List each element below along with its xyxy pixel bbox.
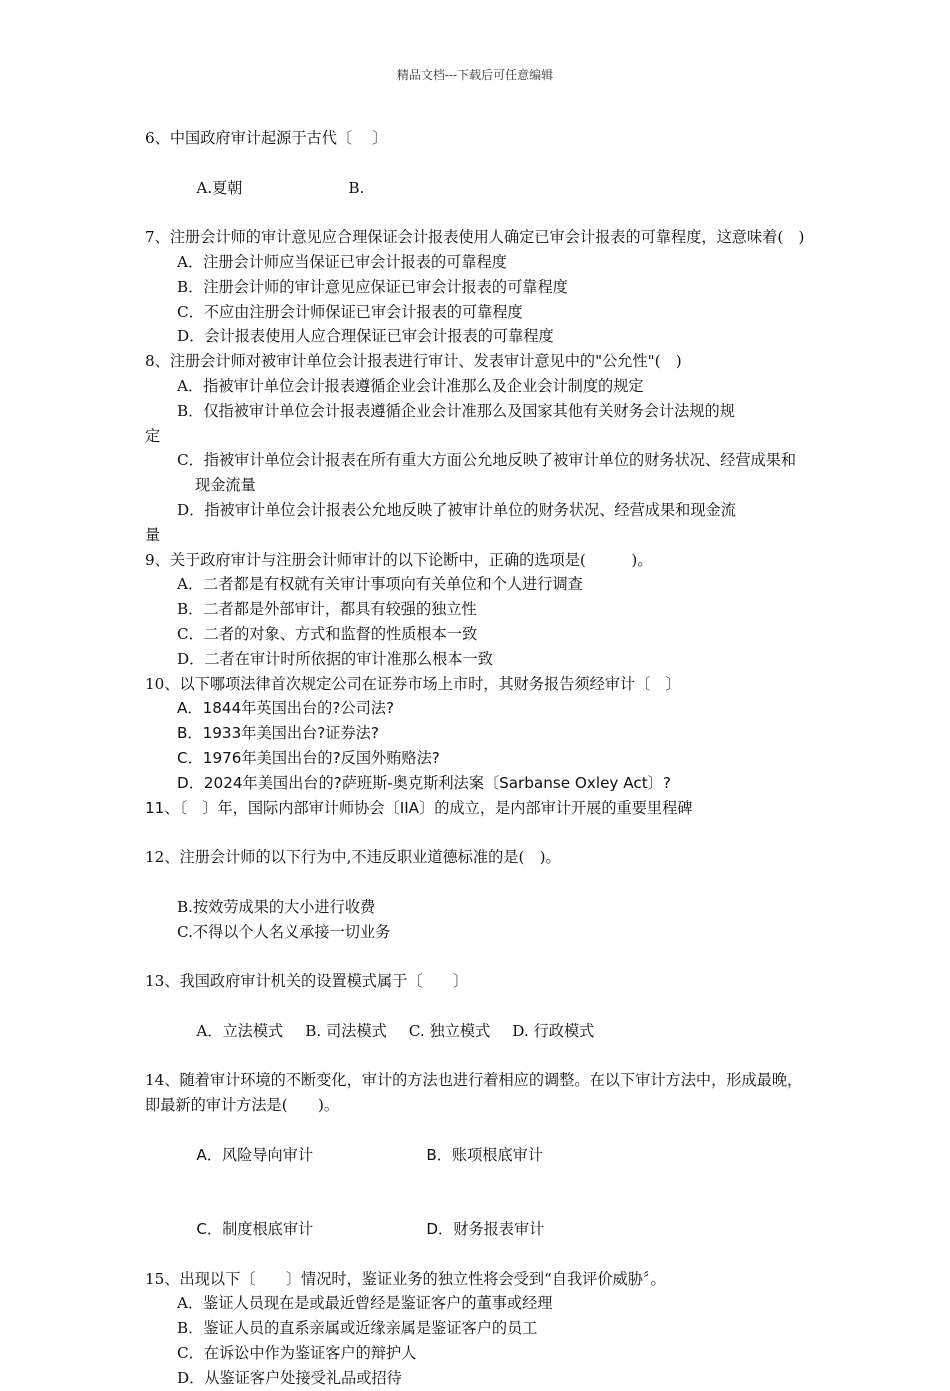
question-13-stem: 13、我国政府审计机关的设置模式属于〔 〕 <box>145 972 469 991</box>
option-b: B．注册会计师的审计意见应保证已审会计报表的可靠程度 <box>177 277 568 296</box>
option-a: A．注册会计师应当保证已审会计报表的可靠程度 <box>177 252 507 271</box>
option-b: B. <box>348 178 365 197</box>
option-d: D．指被审计单位会计报表公允地反映了被审计单位的财务状况、经营成果和现金流 <box>177 500 736 519</box>
option-c: C．指被审计单位会计报表在所有重大方面公允地反映了被审计单位的财务状况、经营成果和现金流量 <box>177 451 797 495</box>
question-8-stem: 8、注册会计师对被审计单位会计报表进行审计、发表审计意见中的"公允性"( ) <box>145 352 682 371</box>
spacer <box>145 944 810 969</box>
option-a: A．1844年英国出台的?公司法? <box>177 699 395 718</box>
option-a: A．风险导向审计 <box>196 1145 314 1164</box>
option-c: C.不得以个人名义承接一切业务 <box>177 922 391 941</box>
question-14-stem: 14、随着审计环境的不断变化，审计的方法也进行着相应的调整。在以下审计方法中，形成最晚，即最新的审计方法是( )。 <box>145 1071 803 1115</box>
question-14-options-row-2 <box>145 1192 810 1266</box>
option-b: B.按效劳成果的大小进行收费 <box>177 897 376 916</box>
option-b: B．1933年美国出台?证券法? <box>177 724 379 743</box>
question-13-options <box>145 994 810 1068</box>
question-11-stem: 11、〔 〕年，国际内部审计师协会〔IIA〕的成立，是内部审计开展的重要里程碑 <box>145 798 693 817</box>
option-b: B．账项根底审计 <box>426 1145 544 1164</box>
question-7-stem: 7、注册会计师的审计意见应合理保证会计报表使用人确定已审会计报表的可靠程度，这意味着( ) <box>145 228 805 247</box>
question-12-stem: 12、注册会计师的以下行为中,不违反职业道德标准的是( )。 <box>145 848 561 867</box>
question-10-stem: 10、以下哪项法律首次规定公司在证券市场上市时，其财务报告须经审计〔 〕 <box>145 674 681 693</box>
option-c: C．制度根底审计 <box>196 1220 314 1239</box>
option-d: D．2024年美国出台的?萨班斯-奥克斯利法案〔Sarbanse Oxley Act〕? <box>177 773 671 792</box>
option-a: A.夏朝 <box>196 178 243 197</box>
option-d: D．会计报表使用人应合理保证已审会计报表的可靠程度 <box>177 327 554 346</box>
question-list <box>145 126 810 1391</box>
option-c: C．1976年美国出台的?反国外贿赂法? <box>177 748 440 767</box>
option-d: D．财务报表审计 <box>426 1220 545 1239</box>
page-header: 精品文档---下载后可任意编辑 <box>396 68 554 82</box>
option-b: B. 司法模式 <box>305 1021 387 1040</box>
option-d: D．从鉴证客户处接受礼品或招待 <box>177 1368 402 1387</box>
option-c: C．二者的对象、方式和监督的性质根本一致 <box>177 624 478 643</box>
spacer <box>145 870 810 895</box>
option-d-continued: 量 <box>145 525 161 544</box>
option-c: C. 独立模式 <box>408 1021 491 1040</box>
option-d: D．二者在审计时所依据的审计准那么根本一致 <box>177 649 493 668</box>
option-d: D. 行政模式 <box>512 1021 595 1040</box>
option-a: A．指被审计单位会计报表遵循企业会计准那么及企业会计制度的规定 <box>177 376 644 395</box>
option-b-continued: 定 <box>145 426 161 445</box>
option-c: C．在诉讼中作为鉴证客户的辩护人 <box>177 1344 417 1363</box>
spacer <box>145 820 810 845</box>
option-b: B．鉴证人员的直系亲属或近缘亲属是鉴证客户的员工 <box>177 1319 538 1338</box>
question-6-stem: 6、中国政府审计起源于古代〔 〕 <box>145 129 388 147</box>
option-c: C．不应由注册会计师保证已审会计报表的可靠程度 <box>177 302 523 321</box>
option-b: B．仅指被审计单位会计报表遵循企业会计准那么及国家其他有关财务会计法规的规 <box>177 401 735 420</box>
question-14-options-row-1 <box>145 1118 810 1192</box>
option-a: A．鉴证人员现在是或最近曾经是鉴证客户的董事或经理 <box>177 1294 553 1313</box>
option-a: A．二者都是有权就有关审计事项向有关单位和个人进行调查 <box>177 575 583 594</box>
option-b: B．二者都是外部审计，都具有较强的独立性 <box>177 600 477 619</box>
question-6-options <box>145 151 810 225</box>
option-a: A．立法模式 <box>196 1021 284 1040</box>
question-9-stem: 9、关于政府审计与注册会计师审计的以下论断中，正确的选项是( )。 <box>145 550 653 569</box>
question-15-stem: 15、出现以下〔 〕情况时，鉴证业务的独立性将会受到“自我评价威胁〞。 <box>145 1269 666 1288</box>
